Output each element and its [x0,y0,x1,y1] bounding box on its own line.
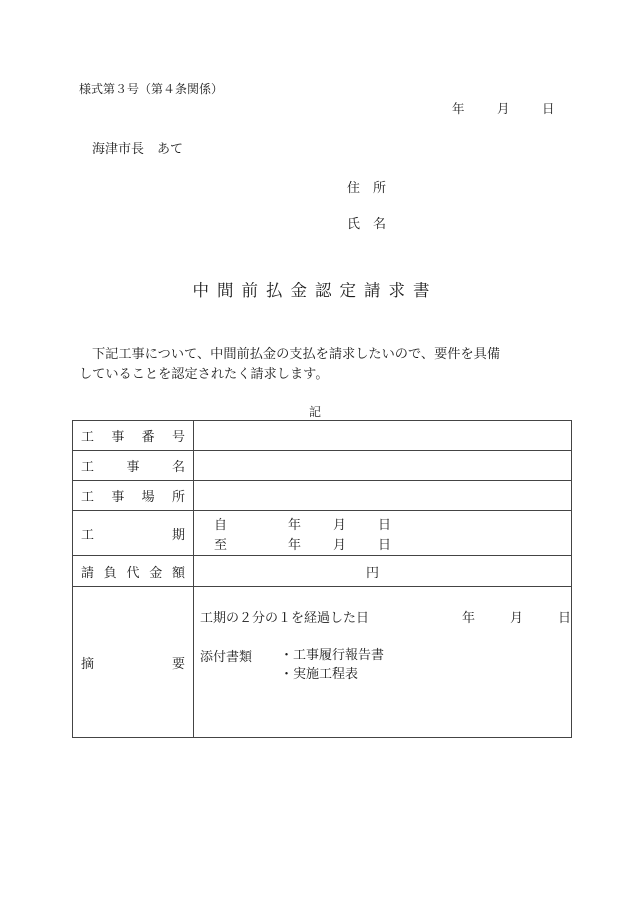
notes-label: 摘 要 [73,587,194,738]
request-date [452,99,555,117]
address-label: 住所 [347,181,400,196]
amount-label: 請 負 代 金 額 [73,556,194,587]
statement-line-1: 下記工事について、中間前払金の支払を請求したいので、要件を具備 [92,347,501,362]
attachments [200,646,571,684]
details-table [72,420,572,738]
attachments-list [280,646,384,684]
work-name-field[interactable] [193,451,571,481]
table-row-notes [73,587,572,738]
period-field[interactable] [193,511,571,556]
period-from: 自 年 月 日 [213,517,391,533]
date-day-label: 日 [542,101,555,116]
table-row-work-number [73,421,572,451]
table-row-amount [73,556,572,587]
work-number-label: 工 事 番 号 [73,421,194,451]
period-label: 工 期 [73,511,194,556]
attachments-label: 添付書類 [199,650,252,665]
recipient: 海津市長 あて [92,142,184,157]
work-name-label: 工 事 名 [73,451,194,481]
notes-field[interactable] [193,587,571,738]
name-label: 氏名 [347,217,400,232]
attachment-item: ・工事履行報告書 [279,648,384,663]
ki-marker: 記 [308,405,321,419]
date-month-label: 月 [497,101,510,116]
request-statement [79,345,579,385]
period-to: 至 年 月 日 [213,537,391,553]
amount-field[interactable] [193,556,571,587]
yen-unit: 円 [365,565,379,581]
work-place-label: 工 事 場 所 [73,481,194,511]
half-period-date: 工期の２分の１を経過した日 年 月 日 [199,611,571,626]
table-row-work-name [73,451,572,481]
document-title: 中間前払金認定請求書 [192,281,438,300]
work-place-field[interactable] [193,481,571,511]
attachment-item: ・実施工程表 [279,667,358,682]
work-number-field[interactable] [193,421,571,451]
date-year-label: 年 [452,101,465,116]
form-number: 様式第３号（第４条関係） [79,82,224,96]
table-row-period [73,511,572,556]
statement-line-2: していることを認定されたく請求します。 [79,367,329,382]
table-row-work-place [73,481,572,511]
